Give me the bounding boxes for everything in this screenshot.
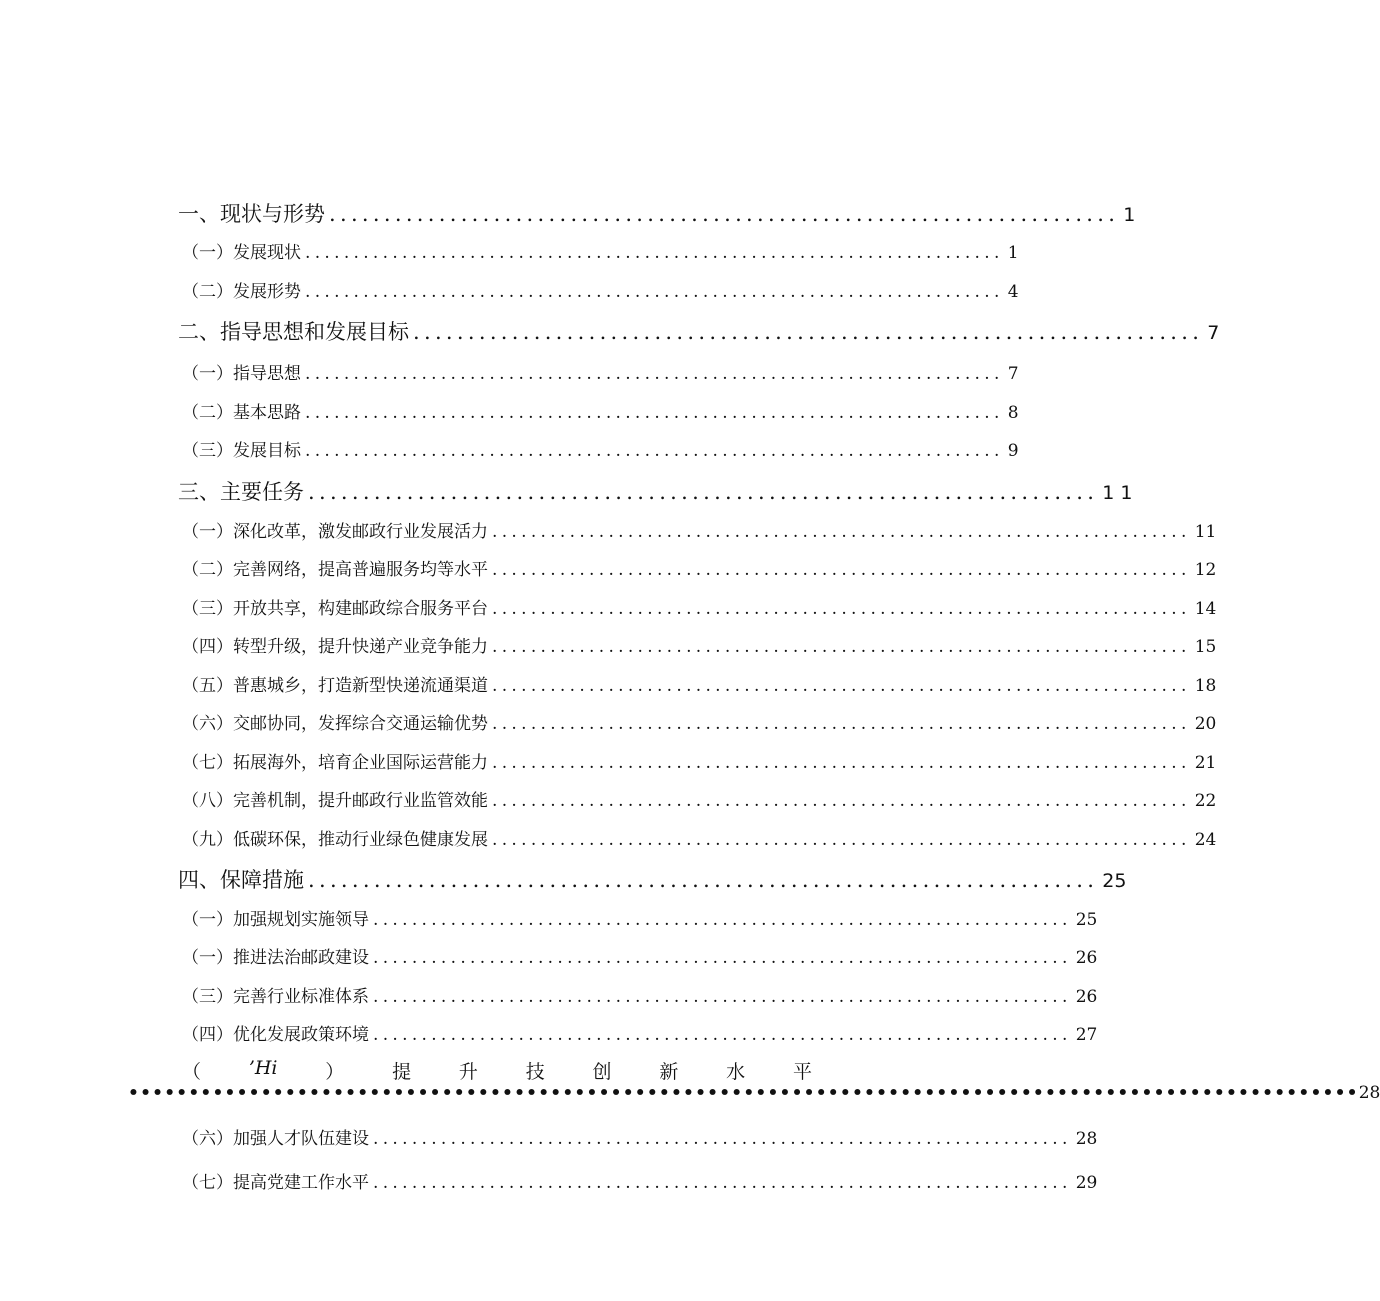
toc-entry[interactable]: [182, 982, 1098, 1007]
toc-entry-label: 四、保障措施: [178, 868, 304, 892]
toc-entry-label: （九）低碳环保，推动行业绿色健康发展: [182, 830, 488, 850]
toc-entry-label: （一）加强规划实施领导: [182, 910, 369, 930]
toc-entry-label: （三）发展目标: [182, 441, 301, 461]
toc-entry[interactable]: [182, 709, 1217, 734]
toc-entry[interactable]: [182, 1020, 1098, 1045]
broken-entry-part: 升: [458, 1061, 478, 1083]
broken-entry-part: 技: [525, 1061, 545, 1083]
toc-entry-broken-leader: [128, 1083, 1380, 1103]
toc-leader-dots: ........................................................................: [373, 910, 1072, 930]
toc-entry[interactable]: [182, 594, 1217, 619]
toc-entry-label: （一）发展现状: [182, 243, 301, 263]
toc-entry-label: （七）拓展海外，培育企业国际运营能力: [182, 753, 488, 773]
toc-entry-page: 27: [1075, 1025, 1098, 1045]
toc-entry-page: 29: [1075, 1173, 1098, 1193]
toc-leader-dots: ........................................................................: [305, 243, 1004, 263]
toc-entry-label: （二）基本思路: [182, 403, 301, 423]
toc-entry-page: 9: [1007, 441, 1019, 461]
toc-entry[interactable]: [182, 748, 1217, 773]
broken-entry-part: 新: [659, 1061, 679, 1083]
toc-leader-dots: ........................................................................: [308, 480, 1099, 504]
toc-entry[interactable]: [182, 943, 1098, 968]
toc-entry[interactable]: [182, 786, 1217, 811]
toc-entry[interactable]: [182, 398, 1019, 423]
toc-leader-dots: ........................................................................: [492, 522, 1191, 542]
toc-entry-page: 14: [1194, 599, 1217, 619]
toc-entry-page: 15: [1194, 637, 1217, 657]
toc-entry-page: 4: [1007, 282, 1019, 302]
toc-leader-dots: ........................................................................: [413, 320, 1204, 344]
toc-entry[interactable]: [182, 1168, 1098, 1193]
toc-entry-label: （六）加强人才队伍建设: [182, 1129, 369, 1149]
toc-entry-label: （四）转型升级，提升快递产业竞争能力: [182, 637, 488, 657]
toc-entry[interactable]: [178, 476, 1133, 506]
toc-entry[interactable]: [182, 1124, 1098, 1149]
toc-leader-dots: ........................................................................: [373, 1173, 1072, 1193]
toc-entry-page: 26: [1075, 948, 1098, 968]
broken-entry-part: 平: [792, 1061, 812, 1083]
toc-entry-label: （三）完善行业标准体系: [182, 987, 369, 1007]
toc-leader-dots: ........................................................................: [492, 791, 1191, 811]
toc-entry-page: 18: [1194, 676, 1217, 696]
toc-entry-label: （八）完善机制，提升邮政行业监管效能: [182, 791, 488, 811]
broken-entry-part: 创: [592, 1061, 612, 1083]
toc-leader-dots: ........................................................................: [373, 987, 1072, 1007]
toc-entry[interactable]: [182, 555, 1217, 580]
toc-entry-page: 11: [1194, 522, 1217, 542]
toc-leader-dots: ........................................................................: [492, 714, 1191, 734]
toc-leader-dots: ........................................................................: [492, 599, 1191, 619]
toc-entry-label: （一）深化改革，激发邮政行业发展活力: [182, 522, 488, 542]
toc-entry-page: 8: [1007, 403, 1019, 423]
toc-entry[interactable]: [178, 198, 1136, 228]
toc-entry-page: 25: [1102, 870, 1127, 892]
toc-entry-page: 7: [1007, 364, 1019, 384]
toc-leader-dots: ........................................................................: [308, 868, 1099, 892]
toc-entry-label: （一）指导思想: [182, 364, 301, 384]
toc-entry-label: （四）优化发展政策环境: [182, 1025, 369, 1045]
broken-entry-part: 水: [726, 1061, 746, 1083]
toc-leader-dots: ........................................................................: [329, 202, 1120, 226]
toc-entry-page: 12: [1194, 560, 1217, 580]
toc-entry[interactable]: [182, 436, 1019, 461]
toc-leader-dots: ........................................................................: [305, 282, 1004, 302]
toc-leader-dots: ........................................................................: [373, 1129, 1072, 1149]
toc-entry-page: 28: [1358, 1083, 1380, 1103]
toc-leader-dots: ........................................................................: [373, 948, 1072, 968]
toc-entry-page: 20: [1194, 714, 1217, 734]
toc-entry-label: （六）交邮协同，发挥综合交通运输优势: [182, 714, 488, 734]
toc-entry[interactable]: [182, 359, 1019, 384]
toc-entry-label: （二）完善网络，提高普遍服务均等水平: [182, 560, 488, 580]
toc-entry-label: （五）普惠城乡，打造新型快递流通渠道: [182, 676, 488, 696]
toc-entry[interactable]: [182, 517, 1217, 542]
toc-entry-page: 7: [1207, 322, 1220, 344]
toc-entry-page: 1: [1007, 243, 1019, 263]
toc-entry-page: 24: [1194, 830, 1217, 850]
toc-entry-label: （一）推进法治邮政建设: [182, 948, 369, 968]
toc-leader-dots: ........................................................................: [305, 441, 1004, 461]
toc-entry[interactable]: [182, 825, 1217, 850]
toc-entry-broken[interactable]: [182, 1057, 812, 1084]
toc-leader-dots: ........................................................................: [305, 403, 1004, 423]
toc-entry-page: 1 1: [1102, 482, 1133, 504]
toc-entry-page: 25: [1075, 910, 1098, 930]
toc-leader-dots: ........................................................................: [492, 753, 1191, 773]
toc-entry-label: （三）开放共享，构建邮政综合服务平台: [182, 599, 488, 619]
toc-entry-label: （七）提高党建工作水平: [182, 1173, 369, 1193]
toc-entry-label: 一、现状与形势: [178, 202, 325, 226]
toc-entry[interactable]: [182, 632, 1217, 657]
toc-entry[interactable]: [178, 864, 1127, 894]
broken-entry-part: ’Hi: [248, 1057, 278, 1079]
toc-entry[interactable]: [182, 671, 1217, 696]
toc-entry[interactable]: [182, 905, 1098, 930]
broken-entry-part: 提: [392, 1061, 412, 1083]
toc-entry-page: 21: [1194, 753, 1217, 773]
toc-entry[interactable]: [178, 316, 1220, 346]
toc-entry[interactable]: [182, 238, 1019, 263]
toc-entry-label: 三、主要任务: [178, 480, 304, 504]
toc-leader-dots: ........................................................................: [492, 560, 1191, 580]
broken-entry-part: ）: [325, 1061, 345, 1083]
toc-entry-page: 28: [1075, 1129, 1098, 1149]
toc-entry-label: 二、指导思想和发展目标: [178, 320, 409, 344]
toc-leader-dots: ........................................................................: [492, 637, 1191, 657]
broken-entry-part: （: [182, 1061, 202, 1083]
toc-leader-dots: ........................................................................: [305, 364, 1004, 384]
toc-entry-page: 1: [1123, 204, 1136, 226]
toc-leader-dots: ........................................................................: [492, 830, 1191, 850]
toc-entry-page: 22: [1194, 791, 1217, 811]
toc-leader-dots: ••••••••••••••••••••••••••••••••••••••••••••••••••••••••••••••••••••••••••••••••••••••••••••••••••••••: [128, 1083, 1359, 1103]
toc-leader-dots: ........................................................................: [492, 676, 1191, 696]
toc-entry-page: 26: [1075, 987, 1098, 1007]
toc-entry[interactable]: [182, 277, 1019, 302]
toc-entry-label: （二）发展形势: [182, 282, 301, 302]
toc-leader-dots: ........................................................................: [373, 1025, 1072, 1045]
